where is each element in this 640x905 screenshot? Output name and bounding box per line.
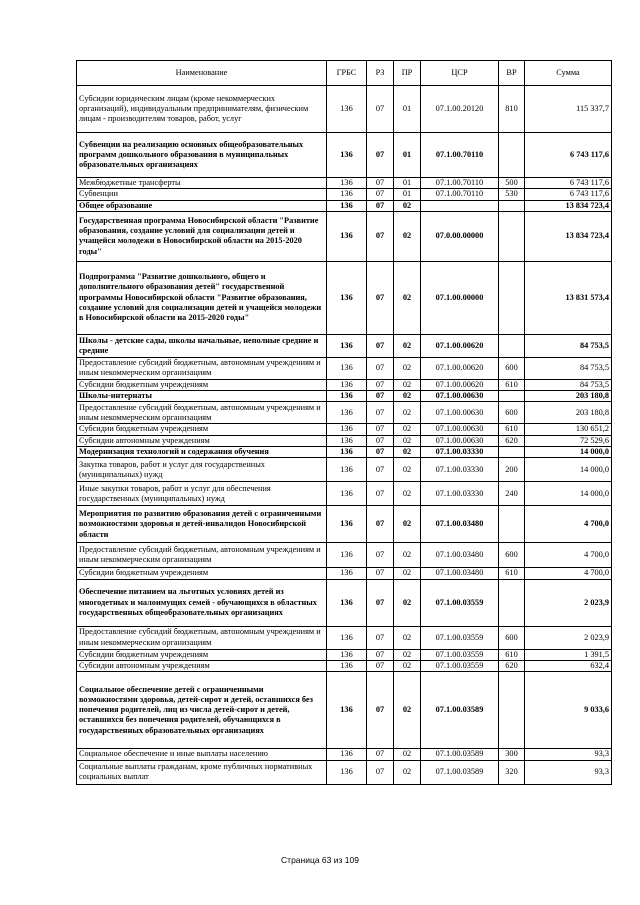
cell-csr: 07.1.00.00620 <box>421 334 499 357</box>
cell-sum: 6 743 117,6 <box>525 189 612 200</box>
cell-csr: 07.1.00.03330 <box>421 482 499 506</box>
cell-name: Межбюджетные трансферты <box>77 178 327 189</box>
table-row <box>77 543 612 568</box>
cell-grbs: 136 <box>327 435 367 446</box>
cell-grbs: 136 <box>327 760 367 784</box>
cell-vr <box>499 211 525 261</box>
cell-vr: 600 <box>499 402 525 424</box>
table-row <box>77 379 612 390</box>
cell-name: Субсидии бюджетным учреждениям <box>77 379 327 390</box>
cell-rz: 07 <box>367 211 394 261</box>
cell-sum: 632,4 <box>525 660 612 671</box>
cell-pr: 02 <box>394 334 421 357</box>
cell-csr: 07.1.00.00620 <box>421 379 499 390</box>
cell-grbs: 136 <box>327 261 367 334</box>
cell-csr: 07.1.00.70110 <box>421 189 499 200</box>
cell-vr <box>499 200 525 211</box>
table-row <box>77 334 612 357</box>
cell-sum: 203 180,8 <box>525 391 612 402</box>
cell-pr: 02 <box>394 568 421 579</box>
table-row <box>77 435 612 446</box>
cell-rz: 07 <box>367 660 394 671</box>
cell-sum: 4 700,0 <box>525 568 612 579</box>
cell-sum: 6 743 117,6 <box>525 178 612 189</box>
cell-grbs: 136 <box>327 391 367 402</box>
cell-pr: 02 <box>394 749 421 760</box>
cell-csr: 07.1.00.03589 <box>421 672 499 749</box>
cell-sum: 115 337,7 <box>525 86 612 133</box>
cell-rz: 07 <box>367 189 394 200</box>
table-row <box>77 649 612 660</box>
cell-sum: 93,3 <box>525 749 612 760</box>
cell-csr: 07.1.00.03330 <box>421 458 499 482</box>
cell-rz: 07 <box>367 133 394 178</box>
cell-name: Субсидии бюджетным учреждениям <box>77 568 327 579</box>
cell-name: Предоставление субсидий бюджетным, автономным учреждениям и иным некоммерческим организациям <box>77 402 327 424</box>
cell-name: Школы - детские сады, школы начальные, неполные средние и средние <box>77 334 327 357</box>
cell-vr: 610 <box>499 424 525 435</box>
cell-sum: 6 743 117,6 <box>525 133 612 178</box>
cell-name: Субсидии автономным учреждениям <box>77 435 327 446</box>
cell-name: Иные закупки товаров, работ и услуг для обеспечения государственных (муниципальных) нужд <box>77 482 327 506</box>
table-row <box>77 211 612 261</box>
cell-vr <box>499 672 525 749</box>
cell-pr: 02 <box>394 211 421 261</box>
cell-vr: 500 <box>499 178 525 189</box>
cell-grbs: 136 <box>327 200 367 211</box>
cell-sum: 203 180,8 <box>525 402 612 424</box>
cell-sum: 93,3 <box>525 760 612 784</box>
header-csr: ЦСР <box>421 61 499 86</box>
cell-rz: 07 <box>367 482 394 506</box>
cell-rz: 07 <box>367 357 394 379</box>
cell-pr: 02 <box>394 200 421 211</box>
cell-grbs: 136 <box>327 660 367 671</box>
cell-vr: 610 <box>499 568 525 579</box>
budget-table <box>76 60 612 785</box>
cell-rz: 07 <box>367 458 394 482</box>
cell-grbs: 136 <box>327 447 367 458</box>
table-row <box>77 391 612 402</box>
table-row <box>77 579 612 626</box>
cell-rz: 07 <box>367 435 394 446</box>
cell-name: Предоставление субсидий бюджетным, автономным учреждениям и иным некоммерческим организациям <box>77 626 327 649</box>
cell-rz: 07 <box>367 402 394 424</box>
table-row <box>77 626 612 649</box>
cell-pr: 02 <box>394 447 421 458</box>
cell-csr: 07.1.00.00620 <box>421 357 499 379</box>
cell-pr: 02 <box>394 672 421 749</box>
cell-csr: 07.1.00.03480 <box>421 568 499 579</box>
cell-grbs: 136 <box>327 424 367 435</box>
header-name: Наименование <box>77 61 327 86</box>
cell-rz: 07 <box>367 672 394 749</box>
table-row <box>77 482 612 506</box>
cell-name: Социальное обеспечение и иные выплаты населению <box>77 749 327 760</box>
cell-sum: 13 831 573,4 <box>525 261 612 334</box>
cell-csr: 07.1.00.03559 <box>421 579 499 626</box>
cell-pr: 02 <box>394 649 421 660</box>
cell-vr: 300 <box>499 749 525 760</box>
cell-pr: 01 <box>394 189 421 200</box>
cell-sum: 4 700,0 <box>525 506 612 543</box>
cell-name: Обеспечение питанием на льготных условиях детей из многодетных и малоимущих семей - обучающихся в областных государственных общеобразовательных организациях <box>77 579 327 626</box>
cell-grbs: 136 <box>327 189 367 200</box>
cell-rz: 07 <box>367 568 394 579</box>
cell-name: Предоставление субсидий бюджетным, автономным учреждениям и иным некоммерческим организациям <box>77 357 327 379</box>
cell-pr: 01 <box>394 178 421 189</box>
cell-rz: 07 <box>367 424 394 435</box>
cell-csr: 07.1.00.03480 <box>421 506 499 543</box>
cell-rz: 07 <box>367 543 394 568</box>
cell-name: Социальное обеспечение детей с ограниченными возможностями здоровья, детей-сирот и детей, оставшихся без попечения родителей, лиц из числа детей-сирот и детей, оставшихся без попечения родителей, обучающихся в государственных образовательных организациях <box>77 672 327 749</box>
cell-sum: 4 700,0 <box>525 543 612 568</box>
cell-rz: 07 <box>367 506 394 543</box>
cell-vr <box>499 506 525 543</box>
table-row <box>77 506 612 543</box>
cell-csr: 07.1.00.03330 <box>421 447 499 458</box>
cell-vr: 530 <box>499 189 525 200</box>
cell-pr: 02 <box>394 543 421 568</box>
header-vr: ВР <box>499 61 525 86</box>
cell-pr: 02 <box>394 506 421 543</box>
cell-sum: 13 834 723,4 <box>525 211 612 261</box>
cell-rz: 07 <box>367 579 394 626</box>
cell-name: Субвенции на реализацию основных общеобразовательных программ дошкольного образования в муниципальных образовательных организациях <box>77 133 327 178</box>
cell-grbs: 136 <box>327 749 367 760</box>
cell-csr: 07.1.00.20120 <box>421 86 499 133</box>
cell-sum: 130 651,2 <box>525 424 612 435</box>
cell-sum: 72 529,6 <box>525 435 612 446</box>
cell-vr: 600 <box>499 543 525 568</box>
table-row <box>77 178 612 189</box>
table-row <box>77 458 612 482</box>
cell-pr: 02 <box>394 424 421 435</box>
cell-rz: 07 <box>367 200 394 211</box>
table-row <box>77 749 612 760</box>
cell-grbs: 136 <box>327 482 367 506</box>
cell-name: Субсидии юридическим лицам (кроме некоммерческих организаций), индивидуальным предпринимателям, физическим лицам - производителям товаров, работ, услуг <box>77 86 327 133</box>
cell-pr: 02 <box>394 357 421 379</box>
cell-grbs: 136 <box>327 178 367 189</box>
table-body <box>77 86 612 785</box>
cell-vr: 610 <box>499 649 525 660</box>
cell-vr: 600 <box>499 357 525 379</box>
cell-csr: 07.1.00.00630 <box>421 424 499 435</box>
cell-vr: 620 <box>499 660 525 671</box>
cell-name: Школы-интернаты <box>77 391 327 402</box>
cell-vr <box>499 133 525 178</box>
table-row <box>77 660 612 671</box>
cell-pr: 02 <box>394 402 421 424</box>
cell-grbs: 136 <box>327 543 367 568</box>
cell-csr: 07.1.00.70110 <box>421 133 499 178</box>
cell-sum: 14 000,0 <box>525 458 612 482</box>
cell-rz: 07 <box>367 334 394 357</box>
cell-csr <box>421 200 499 211</box>
cell-grbs: 136 <box>327 211 367 261</box>
cell-rz: 07 <box>367 86 394 133</box>
cell-pr: 01 <box>394 86 421 133</box>
cell-vr: 600 <box>499 626 525 649</box>
cell-rz: 07 <box>367 261 394 334</box>
table-row <box>77 189 612 200</box>
cell-sum: 2 023,9 <box>525 579 612 626</box>
cell-csr: 07.1.00.70110 <box>421 178 499 189</box>
table-row <box>77 760 612 784</box>
cell-grbs: 136 <box>327 379 367 390</box>
header-rz: РЗ <box>367 61 394 86</box>
cell-pr: 02 <box>394 261 421 334</box>
cell-vr: 610 <box>499 379 525 390</box>
cell-grbs: 136 <box>327 672 367 749</box>
table-row <box>77 424 612 435</box>
cell-sum: 84 753,5 <box>525 357 612 379</box>
cell-sum: 9 033,6 <box>525 672 612 749</box>
cell-vr: 620 <box>499 435 525 446</box>
cell-pr: 02 <box>394 660 421 671</box>
cell-name: Закупка товаров, работ и услуг для государственных (муниципальных) нужд <box>77 458 327 482</box>
cell-name: Субвенции <box>77 189 327 200</box>
cell-csr: 07.1.00.00630 <box>421 402 499 424</box>
table-row <box>77 200 612 211</box>
cell-csr: 07.1.00.00630 <box>421 435 499 446</box>
cell-vr <box>499 261 525 334</box>
table-row <box>77 568 612 579</box>
table-row <box>77 672 612 749</box>
cell-sum: 14 000,0 <box>525 482 612 506</box>
cell-rz: 07 <box>367 626 394 649</box>
cell-pr: 02 <box>394 760 421 784</box>
cell-sum: 14 000,0 <box>525 447 612 458</box>
cell-vr <box>499 447 525 458</box>
cell-pr: 01 <box>394 133 421 178</box>
cell-name: Субсидии бюджетным учреждениям <box>77 424 327 435</box>
cell-rz: 07 <box>367 178 394 189</box>
cell-csr: 07.1.00.03589 <box>421 760 499 784</box>
cell-sum: 84 753,5 <box>525 334 612 357</box>
cell-csr: 07.1.00.03559 <box>421 649 499 660</box>
cell-sum: 84 753,5 <box>525 379 612 390</box>
cell-grbs: 136 <box>327 133 367 178</box>
cell-csr: 07.1.00.00630 <box>421 391 499 402</box>
cell-name: Модернизация технологий и содержания обучения <box>77 447 327 458</box>
cell-pr: 02 <box>394 482 421 506</box>
cell-grbs: 136 <box>327 626 367 649</box>
cell-vr: 240 <box>499 482 525 506</box>
cell-vr <box>499 579 525 626</box>
cell-vr: 810 <box>499 86 525 133</box>
cell-rz: 07 <box>367 649 394 660</box>
table-row <box>77 261 612 334</box>
cell-rz: 07 <box>367 391 394 402</box>
cell-grbs: 136 <box>327 86 367 133</box>
cell-grbs: 136 <box>327 334 367 357</box>
cell-csr: 07.1.00.03559 <box>421 626 499 649</box>
cell-grbs: 136 <box>327 402 367 424</box>
cell-pr: 02 <box>394 626 421 649</box>
cell-name: Социальные выплаты гражданам, кроме публичных нормативных социальных выплат <box>77 760 327 784</box>
page-number: Страница 63 из 109 <box>281 855 359 865</box>
cell-vr <box>499 391 525 402</box>
cell-pr: 02 <box>394 579 421 626</box>
cell-name: Мероприятия по развитию образования детей с ограниченными возможностями здоровья и детей-инвалидов Новосибирской области <box>77 506 327 543</box>
cell-sum: 13 834 723,4 <box>525 200 612 211</box>
table-header-row <box>77 61 612 86</box>
cell-vr: 200 <box>499 458 525 482</box>
header-sum: Сумма <box>525 61 612 86</box>
cell-name: Государственная программа Новосибирской области "Развитие образования, создание условий для социализации детей и учащейся молодежи в Новосибирской области на 2015-2020 годы" <box>77 211 327 261</box>
cell-name: Общее образование <box>77 200 327 211</box>
cell-pr: 02 <box>394 379 421 390</box>
table-row <box>77 402 612 424</box>
cell-sum: 1 391,5 <box>525 649 612 660</box>
cell-rz: 07 <box>367 379 394 390</box>
cell-csr: 07.1.00.03589 <box>421 749 499 760</box>
cell-rz: 07 <box>367 447 394 458</box>
table-row <box>77 86 612 133</box>
table-row <box>77 133 612 178</box>
cell-grbs: 136 <box>327 579 367 626</box>
cell-name: Субсидии бюджетным учреждениям <box>77 649 327 660</box>
cell-rz: 07 <box>367 760 394 784</box>
cell-vr <box>499 334 525 357</box>
cell-rz: 07 <box>367 749 394 760</box>
cell-pr: 02 <box>394 458 421 482</box>
cell-grbs: 136 <box>327 568 367 579</box>
table-row <box>77 357 612 379</box>
cell-csr: 07.1.00.03480 <box>421 543 499 568</box>
header-pr: ПР <box>394 61 421 86</box>
cell-csr: 07.1.00.00000 <box>421 261 499 334</box>
cell-csr: 07.1.00.03559 <box>421 660 499 671</box>
table-row <box>77 447 612 458</box>
cell-sum: 2 023,9 <box>525 626 612 649</box>
cell-grbs: 136 <box>327 506 367 543</box>
cell-name: Предоставление субсидий бюджетным, автономным учреждениям и иным некоммерческим организациям <box>77 543 327 568</box>
header-grbs: ГРБС <box>327 61 367 86</box>
cell-grbs: 136 <box>327 649 367 660</box>
cell-csr: 07.0.00.00000 <box>421 211 499 261</box>
cell-vr: 320 <box>499 760 525 784</box>
cell-name: Субсидии автономным учреждениям <box>77 660 327 671</box>
cell-pr: 02 <box>394 435 421 446</box>
cell-name: Подпрограмма "Развитие дошкольного, общего и дополнительного образования детей" государственной программы Новосибирской области "Развитие образования, создание условий для социализации детей и учащейся молодежи в Новосибирской области на 2015-2020 годы" <box>77 261 327 334</box>
cell-pr: 02 <box>394 391 421 402</box>
cell-grbs: 136 <box>327 458 367 482</box>
cell-grbs: 136 <box>327 357 367 379</box>
